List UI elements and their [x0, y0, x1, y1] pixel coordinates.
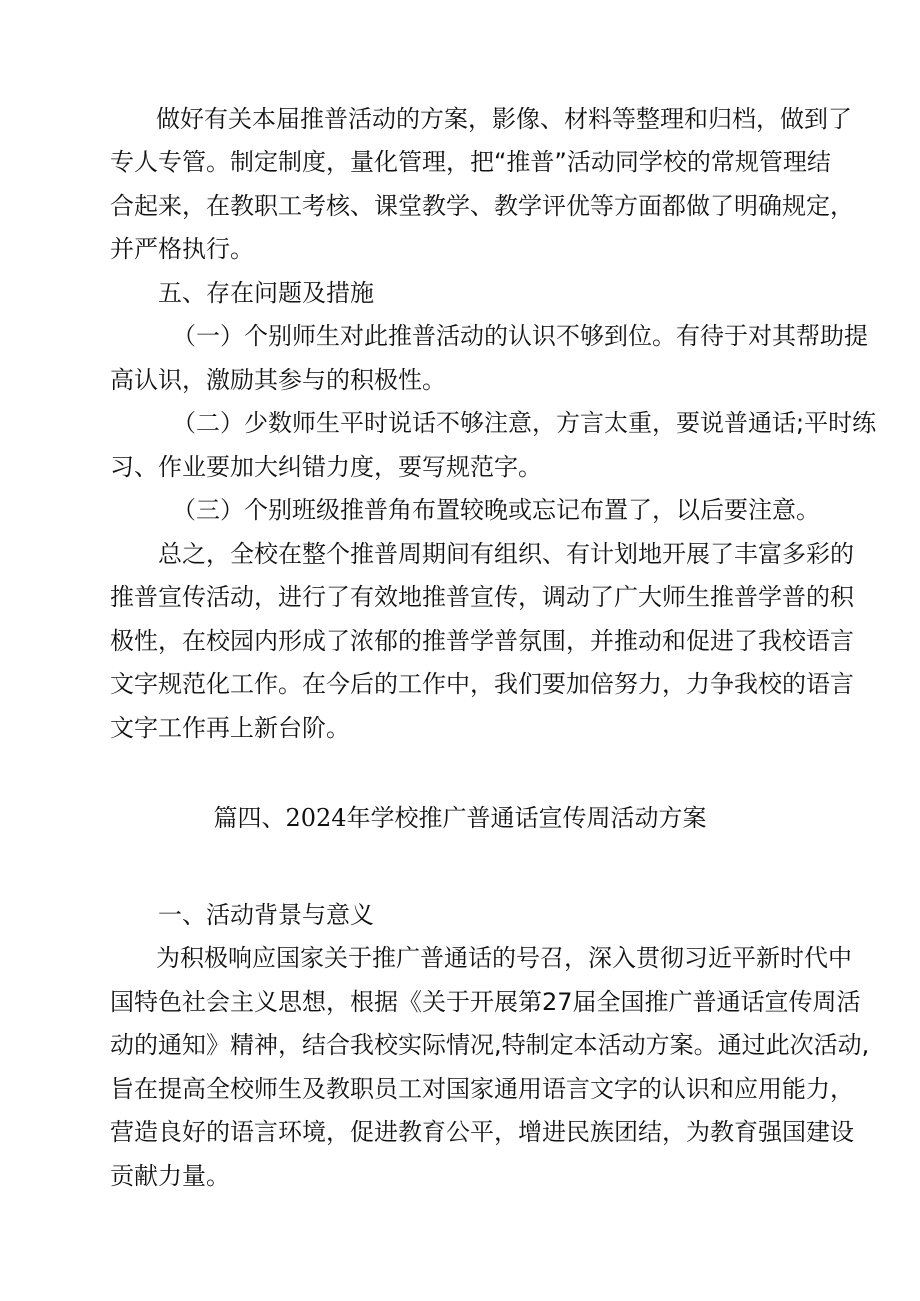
list-item-line: （三）个别班级推普角布置较晚或忘记布置了，以后要注意。	[172, 496, 820, 524]
section-heading: 一、活动背景与意义	[158, 901, 374, 929]
paragraph-line: 为积极响应国家关于推广普通话的号召，深入贯彻习近平新时代中	[156, 944, 852, 972]
paragraph-line: 极性，在校园内形成了浓郁的推普学普氛围，并推动和促进了我校语言	[110, 627, 854, 655]
list-item-line: （二）少数师生平时说话不够注意，方言太重，要说普通话;平时练	[172, 409, 877, 437]
list-item-line: 高认识，激励其参与的积极性。	[110, 366, 446, 394]
paragraph-line: 合起来，在教职工考核、课堂教学、教学评优等方面都做了明确规定，	[110, 192, 854, 220]
article-title: 篇四、2024年学校推广普通话宣传周活动方案	[213, 804, 707, 832]
paragraph-line: 总之，全校在整个推普周期间有组织、有计划地开展了丰富多彩的	[158, 540, 854, 568]
paragraph-line: 动的通知》精神，结合我校实际情况,特制定本活动方案。通过此次活动,	[110, 1031, 870, 1059]
paragraph-line: 做好有关本届推普活动的方案，影像、材料等整理和归档，做到了	[156, 105, 852, 133]
paragraph-line: 国特色社会主义思想，根据《关于开展第27届全国推广普通话宣传周活	[110, 988, 861, 1016]
paragraph-line: 旨在提高全校师生及教职员工对国家通用语言文字的认识和应用能力，	[110, 1075, 854, 1103]
paragraph-line: 并严格执行。	[110, 235, 254, 263]
list-item-line: （一）个别师生对此推普活动的认识不够到位。有待于对其帮助提	[172, 322, 868, 350]
paragraph-line: 文字规范化工作。在今后的工作中，我们要加倍努力，力争我校的语言	[110, 670, 854, 698]
paragraph-line: 推普宣传活动，进行了有效地推普宣传，调动了广大师生推普学普的积	[110, 583, 854, 611]
paragraph-line: 专人专管。制定制度，量化管理，把“推普”活动同学校的常规管理结	[110, 148, 831, 176]
paragraph-line: 贡献力量。	[110, 1162, 230, 1190]
section-heading: 五、存在问题及措施	[158, 279, 374, 307]
paragraph-line: 营造良好的语言环境，促进教育公平，增进民族团结，为教育强国建设	[110, 1118, 854, 1146]
paragraph-line: 文字工作再上新台阶。	[110, 714, 350, 742]
list-item-line: 习、作业要加大纠错力度，要写规范字。	[110, 453, 542, 481]
